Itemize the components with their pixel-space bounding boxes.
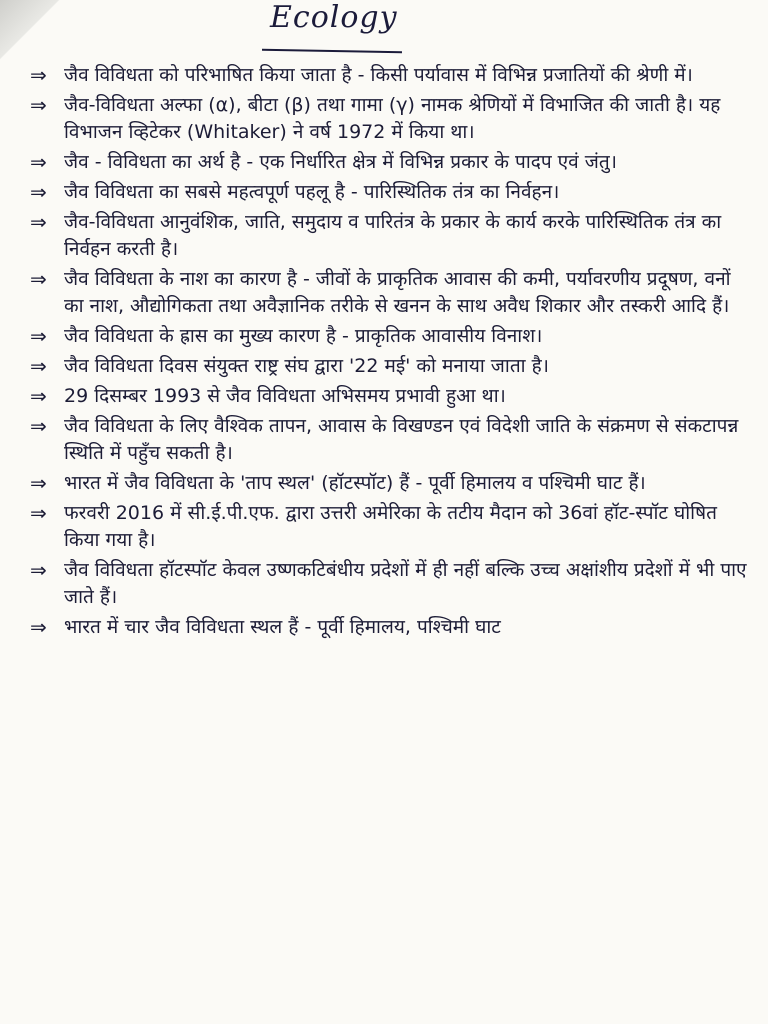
note-text: जैव विविधता हॉटस्पॉट केवल उष्णकटिबंधीय प्रदेशों में ही नहीं बल्कि उच्च अक्षांशीय प्रदेशों में भी पाए जाते हैं। (64, 559, 747, 608)
note-item (30, 353, 750, 380)
note-text: भारत में चार जैव विविधता स्थल हैं - पूर्वी हिमालय, पश्चिमी घाट (64, 616, 501, 638)
note-text: जैव विविधता का सबसे महत्वपूर्ण पहलू है - पारिस्थितिक तंत्र का निर्वहन। (64, 181, 560, 203)
note-item (30, 209, 750, 263)
note-text: जैव-विविधता आनुवंशिक, जाति, समुदाय व पारितंत्र के प्रकार के कार्य करके पारिस्थितिक तंत्र का निर्वहन करती है। (64, 211, 722, 260)
note-text: फरवरी 2016 में सी.ई.पी.एफ. द्वारा उत्तरी अमेरिका के तटीय मैदान को 36वां हॉट-स्पॉट घोषित किया गया है। (64, 502, 717, 551)
arrow-bullet-icon: ⇒ (30, 267, 47, 291)
note-text: जैव-विविधता अल्फा (α), बीटा (β) तथा गामा (γ) नामक श्रेणियों में विभाजित की जाती है। यह विभाजन व्हिटेकर (Whitaker) ने वर्ष 1972 में किया था। (64, 94, 721, 143)
note-item (30, 62, 750, 89)
note-item (30, 179, 750, 206)
arrow-bullet-icon: ⇒ (30, 414, 47, 438)
arrow-bullet-icon: ⇒ (30, 150, 47, 174)
title-underline (262, 49, 402, 53)
note-item (30, 413, 750, 467)
arrow-bullet-icon: ⇒ (30, 615, 47, 639)
note-item (30, 500, 750, 554)
note-item (30, 149, 750, 176)
arrow-bullet-icon: ⇒ (30, 354, 47, 378)
arrow-bullet-icon: ⇒ (30, 471, 47, 495)
note-text: जैव विविधता को परिभाषित किया जाता है - किसी पर्यावास में विभिन्न प्रजातियों की श्रेणी में। (64, 64, 693, 86)
notes-list (30, 62, 750, 644)
note-text: 29 दिसम्बर 1993 से जैव विविधता अभिसमय प्रभावी हुआ था। (64, 385, 506, 407)
note-text: जैव विविधता के लिए वैश्विक तापन, आवास के विखण्डन एवं विदेशी जाति के संक्रमण से संकटापन्न स्थिति में पहुँच सकती है। (64, 415, 739, 464)
arrow-bullet-icon: ⇒ (30, 180, 47, 204)
note-text: जैव विविधता दिवस संयुक्त राष्ट्र संघ द्वारा '22 मई' को मनाया जाता है। (64, 355, 549, 377)
note-item (30, 383, 750, 410)
arrow-bullet-icon: ⇒ (30, 558, 47, 582)
note-item (30, 614, 750, 641)
note-item (30, 557, 750, 611)
note-text: जैव विविधता के ह्रास का मुख्य कारण है - प्राकृतिक आवासीय विनाश। (64, 325, 543, 347)
note-text: जैव - विविधता का अर्थ है - एक निर्धारित क्षेत्र में विभिन्न प्रकार के पादप एवं जंतु। (64, 151, 617, 173)
note-text: जैव विविधता के नाश का कारण है - जीवों के प्राकृतिक आवास की कमी, पर्यावरणीय प्रदूषण, वनों का नाश, औद्योगिकता तथा अवैज्ञानिक तरीके से खनन के साथ अवैध शिकार और तस्करी आदि हैं। (64, 268, 731, 317)
note-item (30, 266, 750, 320)
arrow-bullet-icon: ⇒ (30, 384, 47, 408)
arrow-bullet-icon: ⇒ (30, 210, 47, 234)
arrow-bullet-icon: ⇒ (30, 93, 47, 117)
note-item (30, 470, 750, 497)
note-item (30, 92, 750, 146)
page-title: Ecology (270, 0, 398, 35)
note-text: भारत में जैव विविधता के 'ताप स्थल' (हॉटस्पॉट) हैं - पूर्वी हिमालय व पश्चिमी घाट हैं। (64, 472, 646, 494)
arrow-bullet-icon: ⇒ (30, 63, 47, 87)
note-item (30, 323, 750, 350)
page-corner-fold (0, 0, 70, 60)
arrow-bullet-icon: ⇒ (30, 501, 47, 525)
arrow-bullet-icon: ⇒ (30, 324, 47, 348)
